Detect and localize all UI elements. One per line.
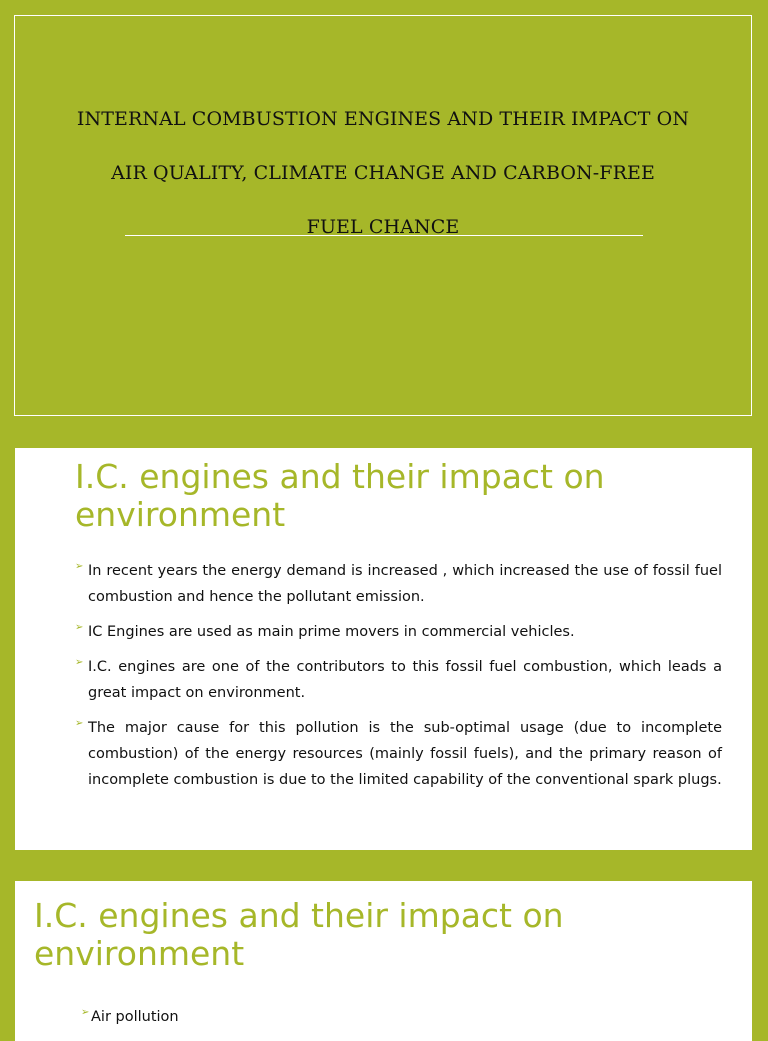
content-slide-1	[15, 448, 752, 850]
list-item	[75, 558, 722, 610]
bullet-list	[81, 1006, 179, 1028]
arrow-bullet-icon: ➢	[75, 561, 84, 572]
bullet-text: Air pollution	[91, 1009, 179, 1025]
title-slide	[14, 15, 752, 416]
bullet-list	[75, 558, 722, 802]
title-divider	[125, 235, 643, 236]
bullet-text: IC Engines are used as main prime movers in commercial vehicles.	[88, 624, 575, 640]
list-item	[75, 619, 722, 645]
content-slide-2	[15, 881, 752, 1041]
arrow-bullet-icon: ➢	[75, 622, 84, 633]
list-item	[75, 654, 722, 706]
bullet-text: I.C. engines are one of the contributors to this fossil fuel combustion, which leads a great impact on environment.	[88, 659, 722, 701]
bullet-text: The major cause for this pollution is the sub-optimal usage (due to incomplete combustion) of the energy resources (mainly fossil fuels), and the primary reason of incomplete combustion is due to the limited capability of the conventional spark plugs.	[88, 720, 722, 788]
list-item	[75, 715, 722, 793]
slide-heading: I.C. engines and their impact on environment	[75, 457, 605, 534]
slide-heading: I.C. engines and their impact on environment	[34, 896, 564, 973]
title-line-2: AIR QUALITY, CLIMATE CHANGE AND CARBON-FREE	[111, 162, 655, 184]
title-line-3: FUEL CHANCE	[306, 216, 460, 238]
list-item	[81, 1006, 179, 1028]
arrow-bullet-icon: ➢	[75, 657, 84, 668]
arrow-bullet-icon: ➢	[75, 718, 84, 729]
bullet-text: In recent years the energy demand is increased , which increased the use of fossil fuel combustion and hence the pollutant emission.	[88, 563, 722, 605]
slide-title	[15, 104, 751, 266]
title-line-1: INTERNAL COMBUSTION ENGINES AND THEIR IMPACT ON	[76, 108, 690, 130]
arrow-bullet-icon: ➢	[81, 1007, 90, 1018]
